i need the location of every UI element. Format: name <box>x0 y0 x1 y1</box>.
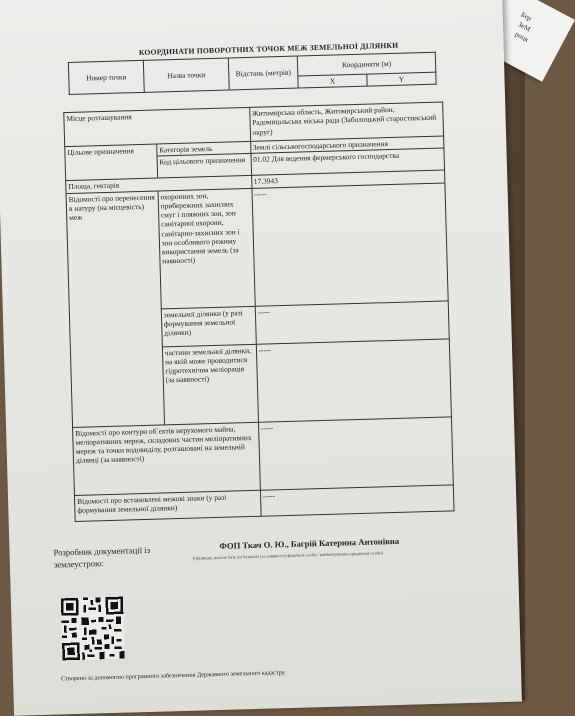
document-title: КООРДИНАТИ ПОВОРОТНИХ ТОЧОК МЕЖ ЗЕМЕЛЬНОЇ ДІЛЯНКИ <box>138 40 399 57</box>
category-label: Категорія земель <box>156 141 250 156</box>
corner-text-1: Бер <box>519 10 533 23</box>
header-point-number: Номер точки <box>68 60 144 94</box>
parts-label: частини земельної ділянки, на якій може проводитися гідротехнічна меліорація (за наявності) <box>162 344 258 425</box>
purpose-label: Цільове призначення <box>65 144 158 181</box>
plot-value: ----- <box>255 300 449 343</box>
parts-value: ----- <box>256 338 452 421</box>
zones-value: ----- <box>251 182 448 305</box>
zones-label: охоронних зон, прибережних захисних смуг і пляжних зон, зон санітарної охорони, санітарно-захисних зон і зон особливого режиму використання земель (за наявності) <box>158 188 255 309</box>
footer-note: Створено за допомогою програмного забезпечення Державного земельного кадастру. <box>60 669 286 683</box>
boundary-signs-value: ----- <box>260 484 454 515</box>
developer-label-line1: Розробник документації із <box>53 544 151 558</box>
location-label: Місце розташування <box>64 107 250 146</box>
header-point-name: Назва точки <box>143 58 229 93</box>
developer-label <box>53 544 150 572</box>
header-x: X <box>298 74 367 88</box>
developer-name: ФОП Ткач О. Ю., Багрій Катерина Антонівна <box>219 535 400 551</box>
header-distance: Відстань (метрів) <box>228 56 298 90</box>
boundary-signs-label: Відомості про встановлені межові знаки (у разі формування земельної ділянки) <box>74 490 260 521</box>
header-y: Y <box>367 72 436 86</box>
corner-text-2: ЗеМ <box>516 20 532 34</box>
developer-label-line2: землеустрою: <box>53 558 104 571</box>
contours-value: ----- <box>258 416 453 489</box>
contours-label: Відомості про контури об`єктів нерухомого майна, меліоративних мереж, складових частин меліоративних мереж та точки водовиділу, розташовані на земельній ділянці (за наявності) <box>73 422 260 495</box>
location-value: Житомирська область, Житомирський район, Радомишльська міська рада (Заболоцький старостинський округ) <box>249 102 443 141</box>
purpose-code-value: 01.02 Для ведення фермерського господарства <box>251 148 445 175</box>
transfer-label: Відомості про перенесення в натуру (на місцевість) меж <box>66 191 164 427</box>
developer-name-caption: (прізвище, власне ім'я, по батькові (за наявності) фізичної особи / найменування юридичної особи) <box>192 550 384 561</box>
area-value: 17.3943 <box>251 170 445 188</box>
plot-label: земельної ділянки (у разі формування земельної ділянки) <box>161 306 256 347</box>
qr-code-icon <box>61 597 125 661</box>
land-plot-info-table <box>63 102 454 522</box>
coordinates-table <box>68 52 437 96</box>
category-value: Землі сільськогосподарського призначення <box>250 136 444 154</box>
area-label: Площа, гектарів <box>66 176 252 193</box>
header-coordinates: Координати (м) <box>297 52 436 76</box>
purpose-code-label: Код цільового призначення <box>157 154 251 179</box>
corner-text-3: роцк <box>513 30 530 44</box>
